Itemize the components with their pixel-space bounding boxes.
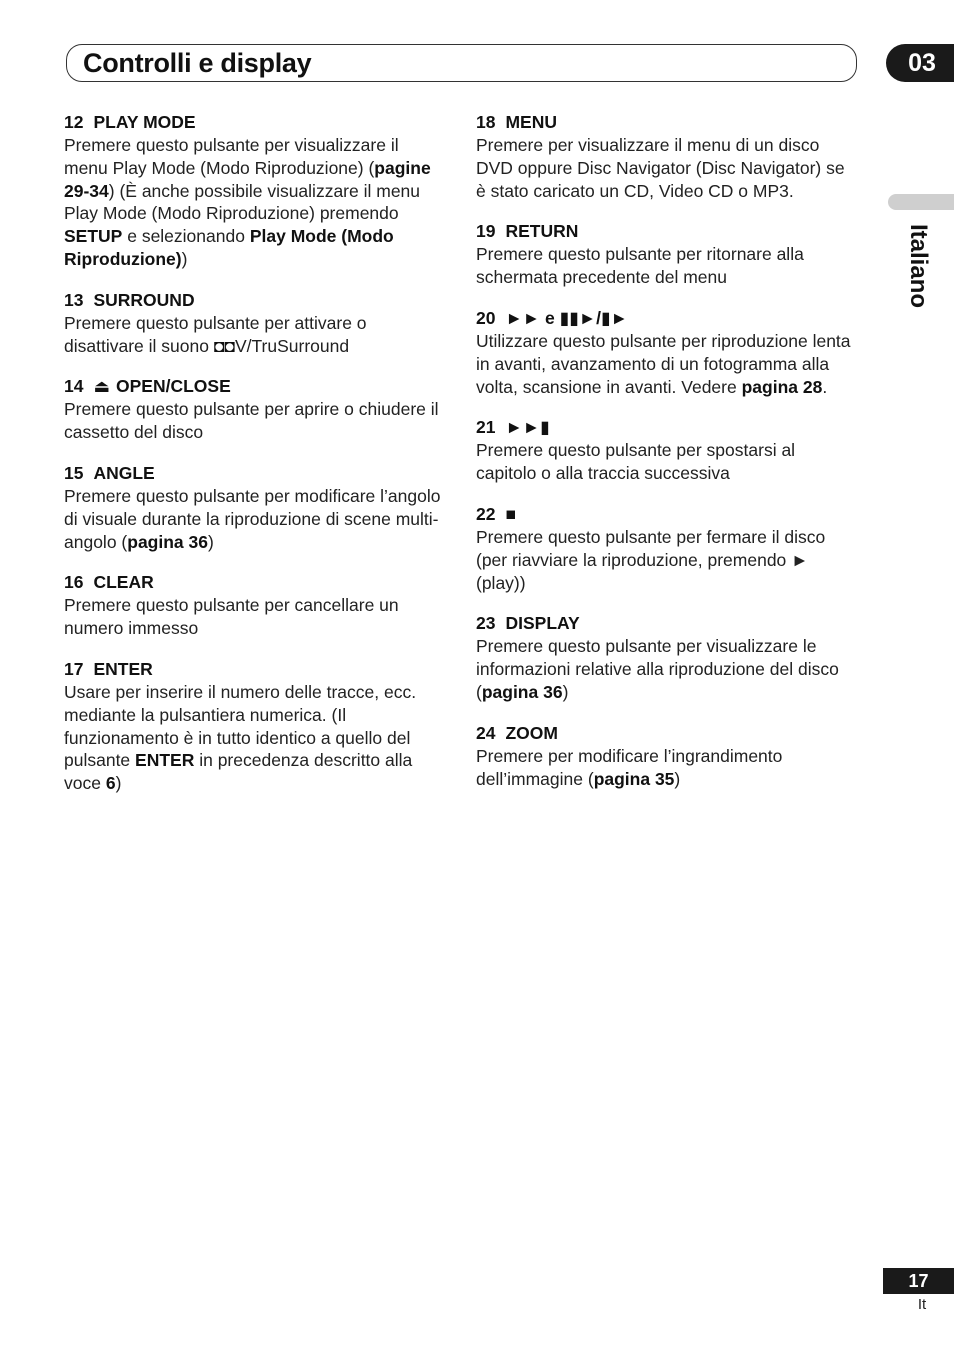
description-text: Premere per modificare l’ingrandimento dell’immagine ( [476, 745, 783, 789]
control-item-number: 23 [476, 613, 496, 634]
control-item-description [476, 526, 856, 594]
control-item-20 [476, 307, 856, 398]
control-item-description [64, 398, 444, 444]
control-item-label: ENTER [93, 658, 153, 679]
description-text: Usare per inserire il numero delle tracce, ecc. mediante la pulsantiera numerica. (Il funzionamento è in tutto identico a quello del pulsante [64, 681, 417, 771]
control-item-description [476, 134, 856, 202]
control-item-14 [64, 375, 444, 444]
description-text: . [822, 376, 828, 397]
control-item-number: 13 [64, 289, 84, 310]
control-item-heading [64, 289, 444, 312]
description-text: ) (È anche possibile visualizzare il menu Play Mode (Modo Riproduzione) premendo [64, 180, 421, 224]
control-item-label: OPEN/CLOSE [116, 376, 231, 397]
bold-reference: SETUP [64, 226, 123, 247]
control-item-17 [64, 658, 444, 795]
description-text: Premere questo pulsante per aprire o chiudere il cassetto del disco [64, 399, 439, 443]
left-column [64, 111, 444, 813]
control-item-21 [476, 416, 856, 485]
bold-reference: pagina 28 [741, 376, 823, 397]
page-number: 17 [883, 1268, 954, 1294]
description-text: ) [674, 768, 681, 789]
control-item-description [64, 681, 444, 795]
control-item-description [64, 134, 444, 271]
chapter-badge: 03 [886, 44, 954, 82]
control-item-label: MENU [505, 112, 557, 132]
control-item-23 [476, 612, 856, 703]
control-item-label: ZOOM [505, 722, 558, 743]
description-text: Premere questo pulsante per modificare l’angolo di visuale durante la riproduzione di scene multi-angolo ( [64, 485, 441, 552]
control-item-number: 15 [64, 462, 84, 483]
control-item-13 [64, 289, 444, 358]
control-item-label: PLAY MODE [93, 112, 196, 132]
control-item-number: 18 [476, 112, 496, 132]
control-item-16 [64, 571, 444, 640]
control-item-18 [476, 111, 856, 202]
description-text: Premere questo pulsante per spostarsi al capitolo o alla traccia successiva [476, 440, 796, 484]
control-item-description [476, 745, 856, 791]
control-item-description [476, 439, 856, 485]
control-item-description [476, 243, 856, 289]
control-item-number: 17 [64, 658, 84, 679]
control-item-label: CLEAR [93, 572, 154, 593]
description-text: Premere per visualizzare il menu di un disco DVD oppure Disc Navigator (Disc Navigator) se è stato caricato un CD, Video CD o MP3. [476, 135, 845, 201]
control-item-heading [476, 111, 856, 134]
control-item-label: ANGLE [93, 462, 155, 483]
control-item-heading [64, 462, 444, 485]
description-text: V/TruSurround [234, 335, 350, 356]
control-item-heading [476, 220, 856, 243]
control-item-description [64, 594, 444, 640]
control-item-description [476, 635, 856, 703]
bold-reference: pagina 35 [593, 768, 675, 789]
description-text: ) [181, 248, 188, 269]
description-text: Premere questo pulsante per fermare il disco (per riavviare la riproduzione, premendo ► (play)) [476, 526, 826, 593]
control-item-heading [64, 658, 444, 681]
language-tab: Italiano [905, 224, 932, 309]
control-item-description [64, 312, 444, 358]
control-item-heading [64, 571, 444, 594]
control-item-heading [64, 375, 444, 398]
control-item-heading [476, 612, 856, 635]
control-item-number: 21 [476, 417, 496, 438]
control-item-heading [476, 722, 856, 745]
control-item-heading [476, 416, 856, 439]
control-item-label: ►►▮ [505, 417, 550, 438]
page-language-code: It [917, 1296, 927, 1313]
control-item-19 [476, 220, 856, 289]
page-title: Controlli e display [83, 48, 312, 78]
control-item-description [64, 485, 444, 553]
control-item-12 [64, 111, 444, 271]
bold-reference: ENTER [135, 750, 195, 771]
description-text: e selezionando [122, 226, 250, 247]
eject-icon: ⏏ [93, 376, 111, 397]
control-item-number: 12 [64, 112, 84, 132]
control-item-label: ■ [505, 503, 517, 524]
description-text: ) [115, 773, 122, 794]
control-item-24 [476, 722, 856, 791]
control-item-15 [64, 462, 444, 553]
control-item-number: 19 [476, 221, 496, 242]
description-text: Premere questo pulsante per visualizzare il menu Play Mode (Modo Riproduzione) ( [64, 135, 399, 178]
control-item-label: DISPLAY [505, 613, 580, 634]
right-column [476, 111, 856, 808]
description-text: Utilizzare questo pulsante per riproduzione lenta in avanti, avanzamento di un fotogramma alla volta, scansione in avanti. Vedere [476, 330, 851, 397]
bold-reference: 6 [105, 773, 116, 794]
bold-reference: ◘◘ [213, 335, 235, 356]
control-item-label: ►► e ▮▮►/▮► [505, 307, 628, 328]
language-tab-bar [888, 194, 954, 210]
description-text: Premere questo pulsante per ritornare alla schermata precedente del menu [476, 244, 804, 288]
description-text: Premere questo pulsante per cancellare un numero immesso [64, 595, 399, 639]
bold-reference: pagina 36 [127, 531, 208, 552]
control-item-number: 14 [64, 376, 84, 397]
control-item-number: 22 [476, 503, 496, 524]
description-text: Premere questo pulsante per visualizzare le informazioni relative alla riproduzione del disco ( [476, 636, 839, 702]
control-item-heading [476, 503, 856, 526]
control-item-heading [476, 307, 856, 330]
control-item-22 [476, 503, 856, 594]
control-item-label: RETURN [505, 221, 579, 242]
control-item-number: 20 [476, 307, 496, 328]
description-text: Premere questo pulsante per attivare o disattivare il suono [64, 312, 367, 356]
control-item-label: SURROUND [93, 289, 195, 310]
description-text: in precedenza descritto alla voce [64, 750, 413, 794]
control-item-heading [64, 111, 444, 134]
description-text: ) [562, 681, 569, 702]
bold-reference: pagine 29-34 [64, 157, 431, 201]
control-item-description [476, 330, 856, 398]
bold-reference: Play Mode (Modo Riproduzione) [64, 226, 394, 269]
control-item-number: 24 [476, 722, 496, 743]
description-text: ) [207, 531, 214, 552]
control-item-number: 16 [64, 572, 84, 593]
bold-reference: pagina 36 [481, 681, 563, 702]
